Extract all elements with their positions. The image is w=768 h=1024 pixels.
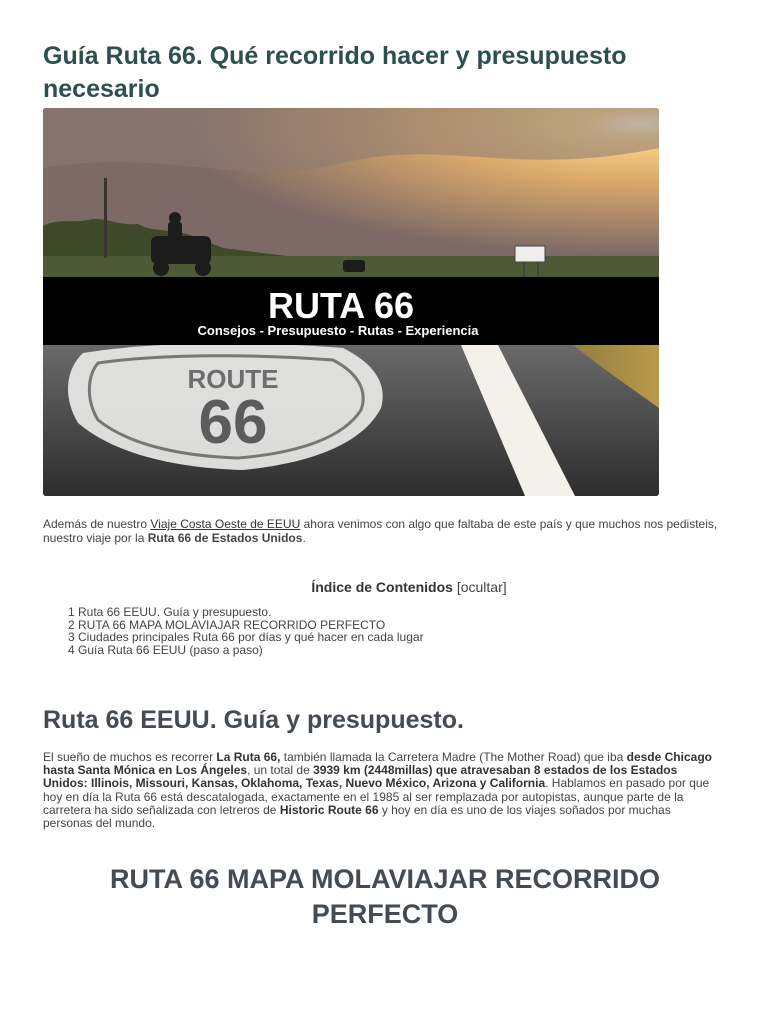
hero-image [43, 108, 659, 496]
intro-text-1: Además de nuestro [43, 517, 151, 531]
body-text: . Hablamos en pasado por que hoy en día la Ruta 66 está descatalogada, exactamente en el 1985 al ser remplazada por autopistas, aunque parte de la carretera ha sido señalizada con letreros de [43, 776, 710, 817]
hero-headline: RUTA 66 [267, 285, 415, 326]
toc-item[interactable]: 1 Ruta 66 EEUU. Guía y presupuesto. [68, 605, 272, 619]
article-title: Guía Ruta 66. Qué recorrido hacer y presupuesto necesario [43, 42, 627, 103]
body-bold: desde Chicago hasta Santa Mónica en Los Ángeles [43, 750, 712, 778]
toc-item[interactable]: 2 RUTA 66 MAPA MOLAVIAJAR RECORRIDO PERFECTO [68, 617, 386, 632]
body-bold: La Ruta 66, [216, 750, 281, 764]
hero-illustration [43, 108, 659, 496]
body-text: El sueño de muchos es recorrer [43, 750, 217, 764]
body-bold: 3939 km (2448millas) que atravesaban 8 estados de los Estados Unidos: Illinois, Missouri, Kansas, Oklahoma, Texas, Nuevo México, Arizona y California [43, 763, 678, 791]
shield-number-text: 66 [198, 388, 268, 457]
toc-toggle-link[interactable]: [ocultar] [456, 579, 507, 595]
section-heading: Ruta 66 EEUU. Guía y presupuesto. [43, 706, 464, 734]
shield-route-text: ROUTE [187, 364, 279, 394]
intro-text-3: . [302, 530, 306, 545]
intro-bold: Ruta 66 de Estados Unidos [147, 530, 303, 545]
section-paragraph [43, 751, 713, 830]
toc-title: Índice de Contenidos [311, 579, 453, 595]
intro-paragraph [43, 518, 723, 545]
hero-subline: Consejos - Presupuesto - Rutas - Experiencia [197, 323, 479, 338]
toc-list [68, 606, 424, 656]
body-text: , un total de [247, 763, 314, 778]
body-text: también llamada la Carretera Madre (The Mother Road) que iba [280, 750, 627, 764]
toc-item[interactable]: 3 Ciudades principales Ruta 66 por días y qué hacer en cada lugar [68, 630, 424, 645]
intro-text-2: ahora venimos con algo que faltaba de este país y que muchos nos pedisteis, nuestro viaje por la [43, 517, 718, 545]
section-heading-2: RUTA 66 MAPA MOLAVIAJAR RECORRIDO PERFECTO [109, 864, 661, 929]
toc-item[interactable]: 4 Guía Ruta 66 EEUU (paso a paso) [68, 642, 263, 657]
body-bold: Historic Route 66 [279, 802, 379, 817]
toc-header [0, 579, 768, 595]
viaje-costa-oeste-link[interactable]: Viaje Costa Oeste de EEUU [150, 517, 301, 531]
body-text: y hoy en día es uno de los viajes soñados por muchas personas del mundo. [43, 802, 671, 831]
